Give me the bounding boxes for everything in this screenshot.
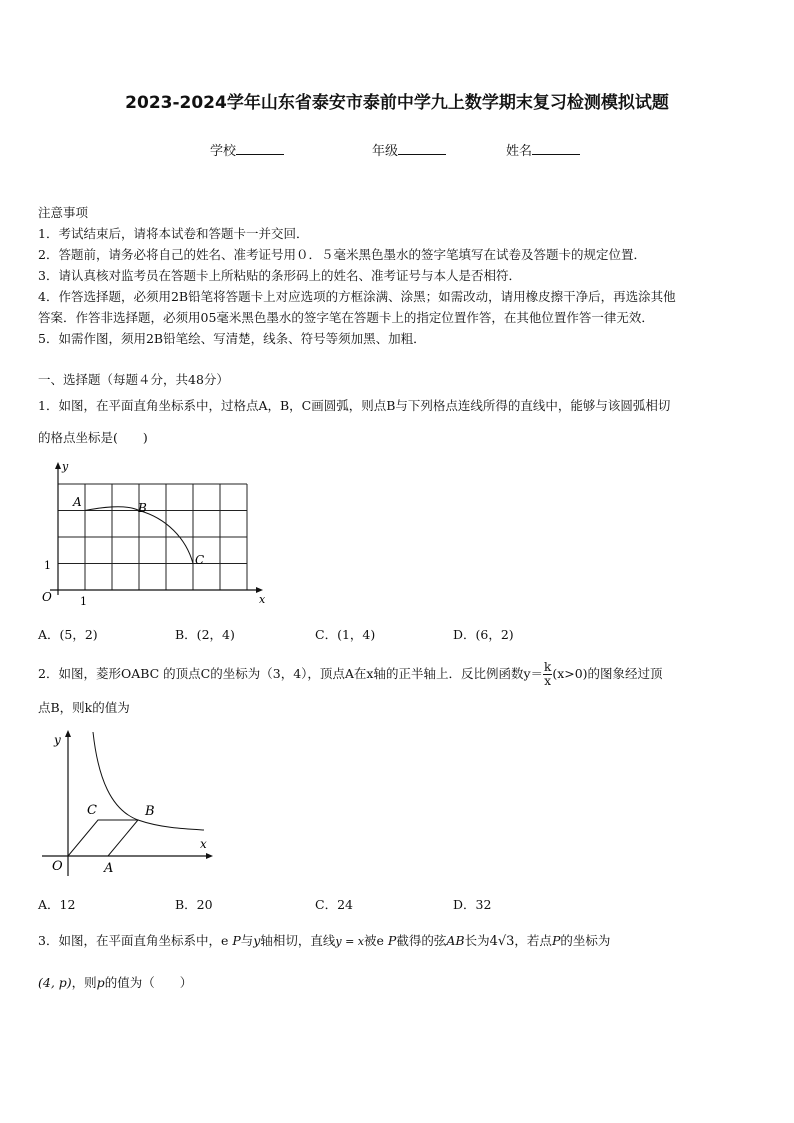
notice-item: 5．如需作图，须用2B铅笔绘、写清楚，线条、符号等须加黑、加粗． <box>38 331 426 346</box>
name-blank <box>532 142 580 155</box>
q1-option-b: B．(2，4) <box>175 627 235 642</box>
q3-text-part: 的值为（ ） <box>104 975 193 990</box>
q3-text-part: 3．如图，在平面直角坐标系中， <box>38 933 221 948</box>
q3-var-y: y <box>253 933 261 948</box>
q1-y-arrow-icon <box>55 462 61 469</box>
q3-text-part: 与 <box>240 933 254 948</box>
q1-tick-y-label: 1 <box>44 559 51 572</box>
q2-figure <box>36 728 216 878</box>
q2-origin-label: O <box>52 859 63 874</box>
q2-point-a-label: A <box>104 861 114 876</box>
q3-var-p: P <box>551 933 561 948</box>
q1-option-a: A．(5，2) <box>38 627 98 642</box>
q2-fraction-denominator: x <box>544 674 552 688</box>
q1-origin-label: O <box>42 590 52 604</box>
q3-text-part: 被 <box>364 933 377 948</box>
q1-option-d: D．(6，2) <box>453 627 514 642</box>
name-label: 姓名 <box>506 144 533 159</box>
q2-fraction <box>543 661 552 688</box>
q1-grid <box>58 484 247 590</box>
notice-item: 4．作答选择题，必须用2B铅笔将答题卡上对应选项的方框涂满、涂黑；如需改动，请用橡皮擦干净后，再选涂其他 <box>38 289 676 304</box>
q3-text-part: ，则 <box>71 975 97 990</box>
q3-circle-symbol: e <box>376 933 384 948</box>
q2-text-line1 <box>38 661 663 688</box>
page-title: 2023-2024学年山东省泰安市泰前中学九上数学期末复习检测模拟试题 <box>125 93 669 113</box>
q3-var-p: P <box>387 933 397 948</box>
q1-point-a-label: A <box>73 495 82 509</box>
q2-text-a: 2．如图，菱形OABC 的顶点C的坐标为（3，4），顶点A在x轴的正半轴上．反比例函数y＝ <box>38 666 544 681</box>
q1-text-line2: 的格点坐标是( ) <box>38 430 148 445</box>
q2-point-b-label: B <box>145 804 155 819</box>
q3-text-part: 轴相切，直线 <box>260 933 336 948</box>
q3-line-equation: y = x <box>335 935 365 948</box>
q3-var-p: P <box>232 933 241 948</box>
q3-text-part: 截得的弦 <box>396 933 447 948</box>
q2-option-c: C．24 <box>315 897 353 912</box>
q2-point-c-label: C <box>87 803 97 818</box>
notice-item: 3．请认真核对监考员在答题卡上所粘贴的条形码上的姓名、准考证号与本人是否相符． <box>38 268 521 283</box>
q2-y-arrow-icon <box>65 730 71 737</box>
notice-heading: 注意事项 <box>38 205 89 220</box>
q3-text-part: 的坐标为 <box>560 933 611 948</box>
school-blank <box>236 142 284 155</box>
q2-option-b: B．20 <box>175 897 213 912</box>
grade-blank <box>398 142 446 155</box>
q3-point-coordinate: (4, p) <box>38 975 72 990</box>
q1-point-c-label: C <box>195 553 205 567</box>
grade-field <box>372 140 446 159</box>
q2-x-label: x <box>200 837 207 851</box>
q2-y-label: y <box>54 733 61 747</box>
grade-label: 年级 <box>372 144 399 159</box>
q1-y-label: y <box>62 460 69 473</box>
q2-x-arrow-icon <box>206 853 213 859</box>
q3-chord-length: 4√3 <box>489 934 515 949</box>
notice-item: 2．答题前，请务必将自己的姓名、准考证号用０．５毫米黑色墨水的签字笔填写在试卷及答题卡的规定位置． <box>38 247 646 262</box>
q3-text-line1 <box>38 931 610 949</box>
name-field <box>506 140 580 159</box>
section-heading: 一、选择题（每题４分，共48分） <box>38 372 229 387</box>
q1-figure <box>36 458 276 608</box>
q3-var-p: p <box>96 975 105 990</box>
q3-text-part: ，若点 <box>514 933 552 948</box>
q3-var-ab: AB <box>446 933 465 948</box>
q2-option-a: A．12 <box>38 897 76 912</box>
q2-text-b: (x>0)的图象经过顶 <box>552 666 663 681</box>
q1-option-c: C．(1，4) <box>315 627 376 642</box>
q1-point-b-label: B <box>138 501 147 515</box>
q2-option-d: D．32 <box>453 897 492 912</box>
q2-rhombus <box>68 820 138 856</box>
q2-fraction-numerator: k <box>544 660 552 674</box>
q1-x-label: x <box>259 593 266 606</box>
notice-item: 答案．作答非选择题，必须用05毫米黑色墨水的签字笔在答题卡上的指定位置作答，在其他位置作答一律无效． <box>38 310 654 325</box>
q1-text-line1: 1．如图，在平面直角坐标系中，过格点A，B，C画圆弧，则点B与下列格点连线所得的直线中，能够与该圆弧相切 <box>38 398 671 413</box>
q3-circle-symbol: e <box>220 933 229 948</box>
school-field <box>210 140 284 159</box>
q3-text-line2 <box>38 973 192 991</box>
q3-text-part: 长为 <box>464 933 490 948</box>
q1-tick-x-label: 1 <box>80 595 87 608</box>
school-label: 学校 <box>210 144 237 159</box>
notice-item: 1．考试结束后，请将本试卷和答题卡一并交回． <box>38 226 309 241</box>
q2-text-line2: 点B，则k的值为 <box>38 700 130 715</box>
